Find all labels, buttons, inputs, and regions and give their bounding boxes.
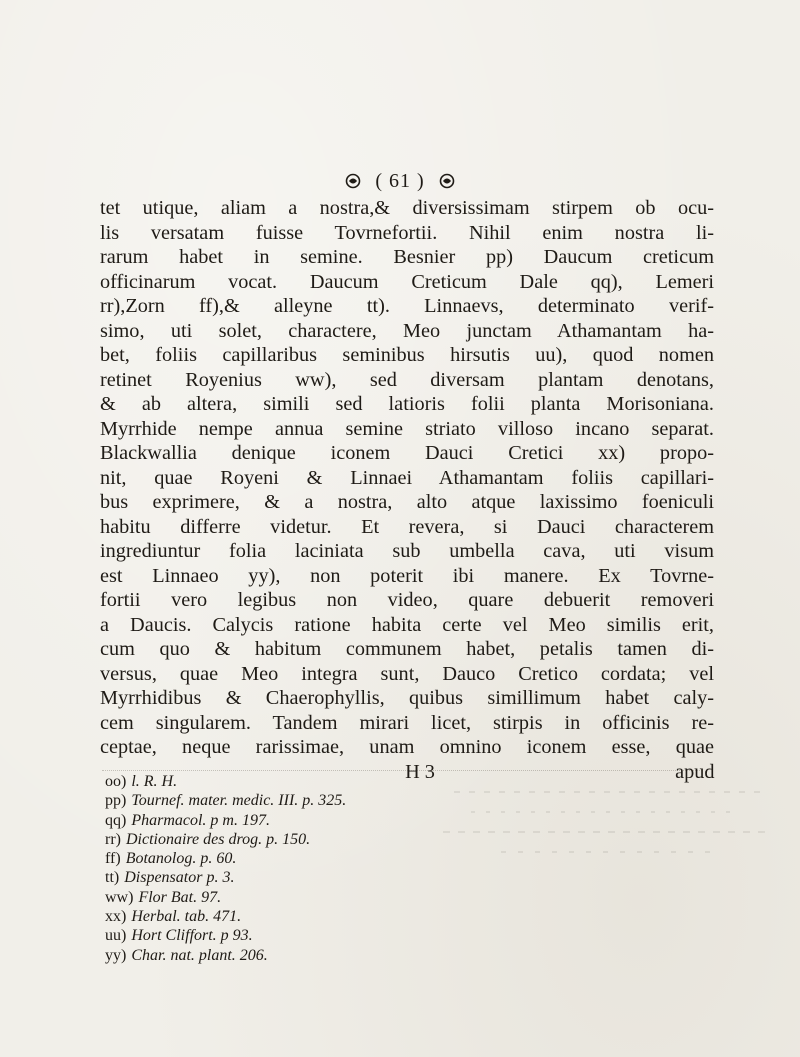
- text-line: habitu differre videtur. Et revera, si Dauci characterem: [100, 515, 714, 538]
- catchword: apud: [675, 760, 715, 783]
- fleuron-icon: [439, 173, 455, 189]
- footnote: uu) Hort Cliffort. p 93.: [105, 927, 253, 945]
- text-line: est Linnaeo yy), non poterit ibi manere. Ex Tovrne-: [100, 564, 714, 587]
- text-line: cem singularem. Tandem mirari licet, stirpis in officinis re-: [100, 711, 714, 734]
- footnote: tt) Dispensator p. 3.: [105, 869, 235, 887]
- footnote: qq) Pharmacol. p m. 197.: [105, 811, 270, 829]
- text-line: rr),Zorn ff),& alleyne tt). Linnaevs, determinato verif-: [100, 295, 714, 317]
- text-line: Blackwallia denique iconem Dauci Cretici xx) propo-: [100, 442, 714, 464]
- footnote: ww) Flor Bat. 97.: [105, 888, 222, 906]
- bleed-through-texture: [430, 780, 770, 870]
- text-line: tet utique, aliam a nostra,& diversissimam stirpem ob ocu-: [100, 197, 714, 219]
- text-line: versus, quae Meo integra sunt, Dauco Cretico cordata; vel: [100, 662, 714, 685]
- page-header: [0, 166, 800, 196]
- text-line: & ab altera, simili sed latioris folii planta Morisoniana.: [100, 393, 714, 415]
- text-line: ingrediuntur folia laciniata sub umbella cava, uti visum: [100, 540, 714, 562]
- text-line: retinet Royenius ww), sed diversam plantam denotans,: [100, 368, 714, 391]
- signature-mark: H 3: [405, 760, 435, 783]
- text-line: bet, foliis capillaribus seminibus hirsutis uu), quod nomen: [100, 344, 714, 366]
- footnote: rr) Dictionaire des drog. p. 150.: [105, 830, 311, 848]
- footnote: pp) Tournef. mater. medic. III. p. 325.: [105, 792, 347, 810]
- footnote: ff) Botanolog. p. 60.: [105, 850, 237, 868]
- page-number: ( 61 ): [375, 169, 425, 192]
- text-line: bus exprimere, & a nostra, alto atque laxissimo foeniculi: [100, 491, 714, 513]
- text-line: a Daucis. Calycis ratione habita certe vel Meo similis erit,: [100, 613, 714, 636]
- main-text: [100, 196, 714, 784]
- footnote: yy) Char. nat. plant. 206.: [105, 946, 268, 964]
- footnote: xx) Herbal. tab. 471.: [105, 908, 242, 926]
- bleed-through-divider: [102, 770, 702, 771]
- text-line: lis versatam fuisse Tovrnefortii. Nihil enim nostra li-: [100, 221, 714, 244]
- footnote: oo) l. R. H.: [105, 773, 178, 790]
- text-line: Myrrhidibus & Chaerophyllis, quibus simillimum habet caly-: [100, 687, 714, 709]
- text-line: Myrrhide nempe annua semine striato villoso incano separat.: [100, 417, 714, 440]
- text-line: officinarum vocat. Daucum Creticum Dale qq), Lemeri: [100, 270, 714, 293]
- text-line: ceptae, neque rarissimae, unam omnino iconem esse, quae: [100, 736, 714, 758]
- text-line: nit, quae Royeni & Linnaei Athamantam foliis capillari-: [100, 466, 714, 489]
- text-line: simo, uti solet, charactere, Meo junctam Athamantam ha-: [100, 319, 714, 342]
- text-line: cum quo & habitum communem habet, petalis tamen di-: [100, 638, 714, 660]
- text-line: fortii vero legibus non video, quare debuerit removeri: [100, 589, 714, 611]
- text-line: rarum habet in semine. Besnier pp) Daucum creticum: [100, 246, 714, 268]
- fleuron-icon: [345, 173, 361, 189]
